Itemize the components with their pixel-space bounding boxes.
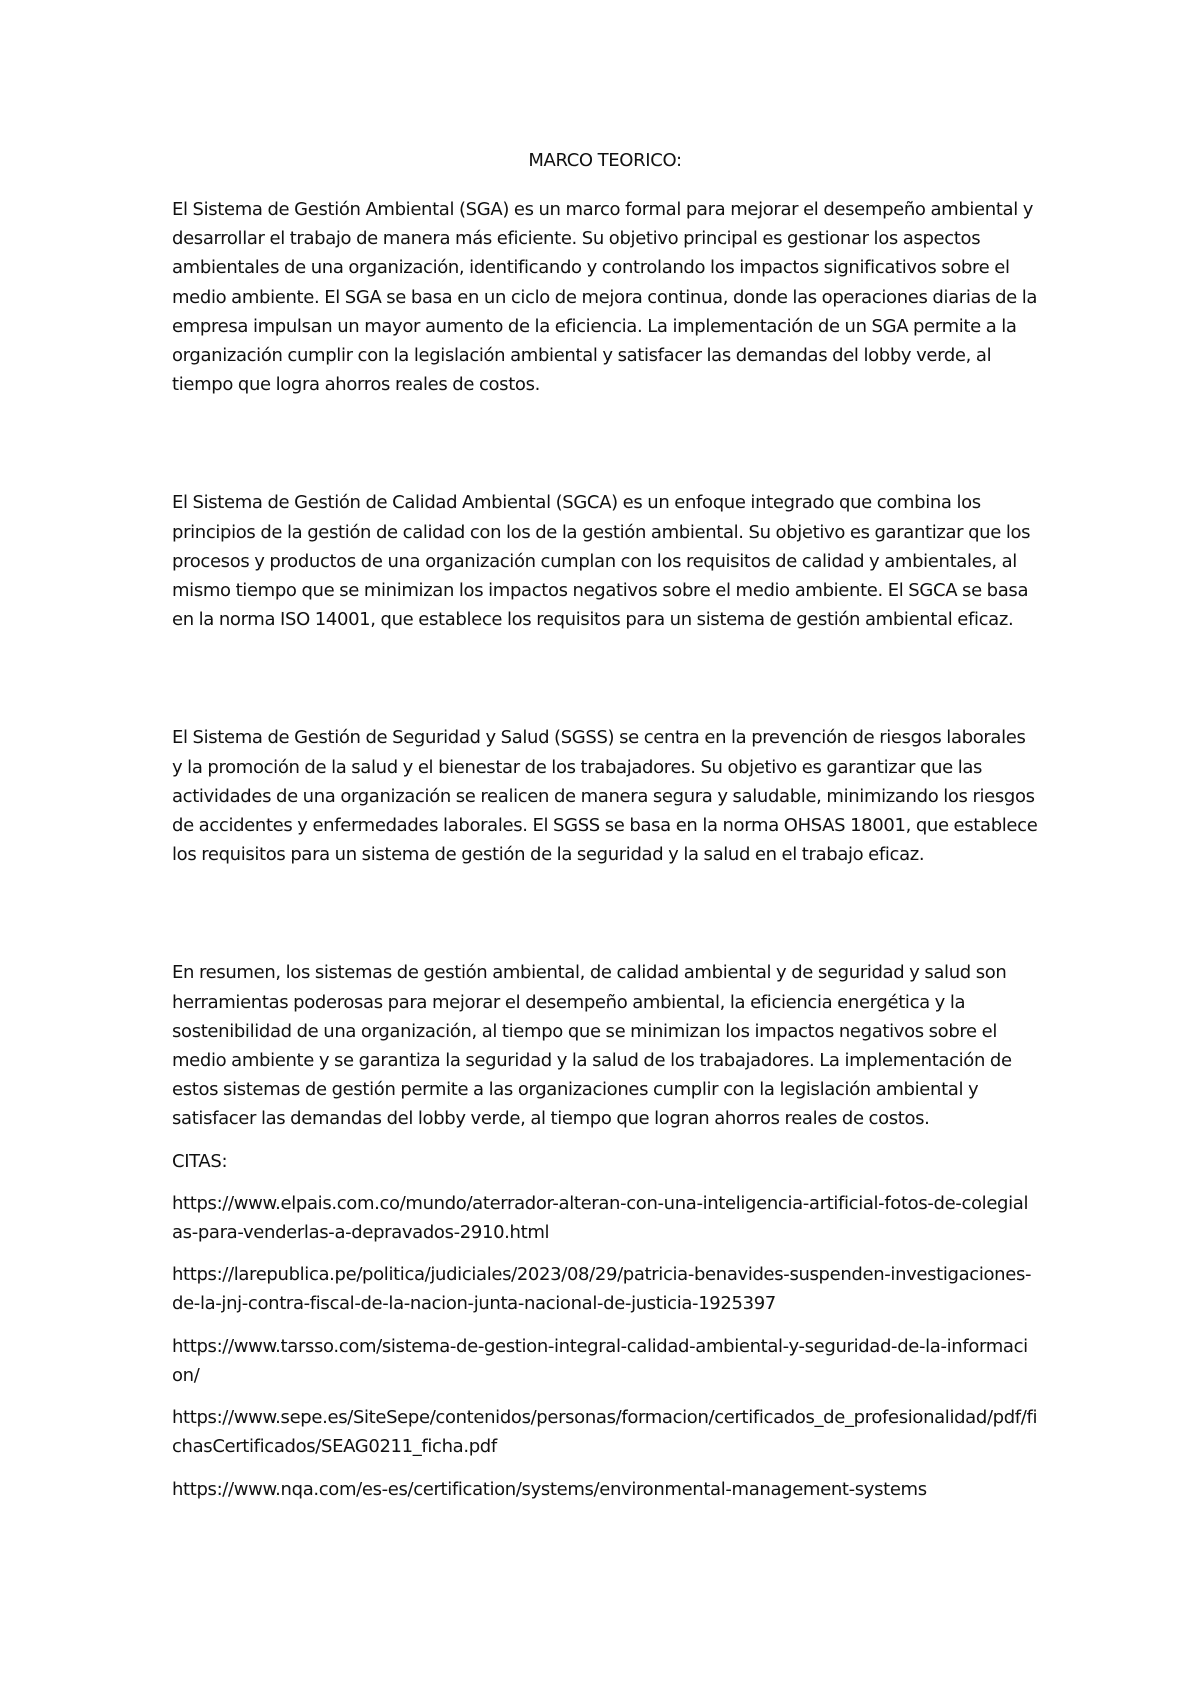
paragraph-spacer [172,1134,1038,1147]
citation-link[interactable]: https://www.sepe.es/SiteSepe/contenidos/personas/formacion/certificados_de_profesionalidad/pdf/fichasCertificados/SEAG0211_ficha.pdf [172,1407,1038,1458]
paragraph-spacer [172,1247,1038,1260]
paragraph-spacer [172,1319,1038,1332]
document-body [172,146,1038,1504]
paragraph-spacer [172,1176,1038,1189]
citation-link[interactable]: https://www.elpais.com.co/mundo/aterrador-alteran-con-una-inteligencia-artificial-fotos-de-colegialas-para-venderlas-a-depravados-2910.html [172,1192,1029,1244]
citations-heading: CITAS: [172,1150,228,1172]
citation-link[interactable]: https://larepublica.pe/politica/judiciales/2023/08/29/patricia-benavides-suspenden-investigaciones-de-la-jnj-contra-fiscal-de-la-nacion-junta-nacional-de-justicia-1925397 [172,1264,1032,1315]
paragraph-sga: El Sistema de Gestión Ambiental (SGA) es un marco formal para mejorar el desempeño ambiental y desarrollar el trabajo de manera más eficiente. Su objetivo principal es gestionar los aspectos ambientales de una organización, identificando y controlando los impactos significativos sobre el medio ambiente. El SGA se basa en un ciclo de mejora continua, donde las operaciones diarias de la empresa impulsan un mayor aumento de la eficiencia. La implementación de un SGA permite a la organización cumplir con la legislación ambiental y satisfacer las demandas del lobby verde, al tiempo que logra ahorros reales de costos. [172,199,1038,396]
paragraph-spacer [172,1390,1038,1403]
citation-link[interactable]: https://www.nqa.com/es-es/certification/systems/environmental-management-systems [172,1478,927,1500]
paragraph-summary: En resumen, los sistemas de gestión ambiental, de calidad ambiental y de seguridad y salud son herramientas poderosas para mejorar el desempeño ambiental, la eficiencia energética y la sostenibilidad de una organización, al tiempo que se minimizan los impactos negativos sobre el medio ambiente y se garantiza la seguridad y la salud de los trabajadores. La implementación de estos sistemas de gestión permite a las organizaciones cumplir con la legislación ambiental y satisfacer las demandas del lobby verde, al tiempo que logran ahorros reales de costos. [172,962,1012,1130]
citation-link[interactable]: https://www.tarsso.com/sistema-de-gestion-integral-calidad-ambiental-y-seguridad-de-la-informacion/ [172,1335,1028,1386]
paragraph-sgca: El Sistema de Gestión de Calidad Ambiental (SGCA) es un enfoque integrado que combina los principios de la gestión de calidad con los de la gestión ambiental. Su objetivo es garantizar que los procesos y productos de una organización cumplan con los requisitos de calidad y ambientales, al mismo tiempo que se minimizan los impactos negativos sobre el medio ambiente. El SGCA se basa en la norma ISO 14001, que establece los requisitos para un sistema de gestión ambiental eficaz. [172,492,1031,631]
paragraph-spacer [172,869,1038,958]
document-title: MARCO TEORICO: [528,150,682,171]
paragraph-spacer [172,1462,1038,1475]
paragraph-spacer [172,634,1038,723]
paragraph-sgss: El Sistema de Gestión de Seguridad y Salud (SGSS) se centra en la prevención de riesgos laborales y la promoción de la salud y el bienestar de los trabajadores. Su objetivo es garantizar que las actividades de una organización se realicen de manera segura y saludable, minimizando los riesgos de accidentes y enfermedades laborales. El SGSS se basa en la norma OHSAS 18001, que establece los requisitos para un sistema de gestión de la seguridad y la salud en el trabajo eficaz. [172,727,1038,866]
paragraph-spacer [172,399,1038,488]
